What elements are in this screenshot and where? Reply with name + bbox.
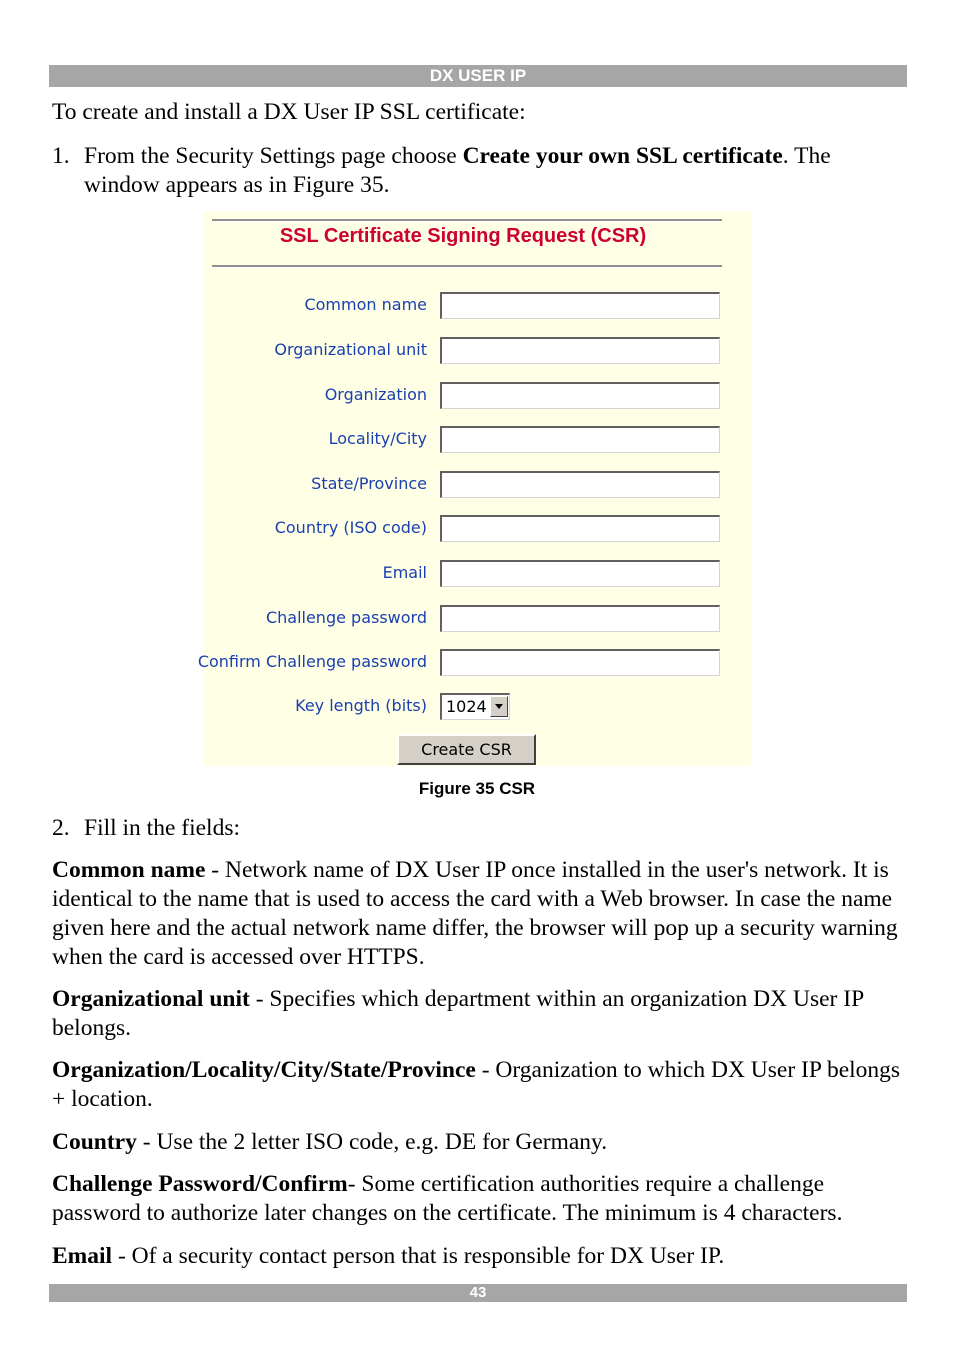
- definition-term: Common name: [52, 857, 206, 883]
- divider-bottom: [212, 265, 722, 268]
- definition-term: Country: [52, 1129, 137, 1155]
- definition-desc: - Use the 2 letter ISO code, e.g. DE for Germany.: [136, 1129, 608, 1155]
- field-row-organizational-unit: [204, 337, 751, 365]
- definition-desc: - Some certification authorities require a challenge password to authorize later changes on the certificate. The minimum is 4 characters.: [52, 1171, 843, 1226]
- country-input[interactable]: [440, 515, 720, 542]
- definition-email: [52, 1242, 907, 1271]
- step-1-pre: From the Security Settings page choose: [84, 143, 463, 169]
- intro-text: To create and install a DX User IP SSL certificate:: [52, 99, 526, 125]
- footer-bar: [49, 1284, 907, 1302]
- figure-caption: Figure 35 CSR: [418, 779, 536, 798]
- definition-term: Organizational unit: [52, 986, 250, 1012]
- header-bar: [49, 65, 907, 87]
- field-row-key-length: [204, 693, 751, 721]
- common-name-label: Common name: [304, 295, 427, 314]
- step-1-number: 1.: [52, 143, 70, 169]
- organizational-unit-input[interactable]: [440, 337, 720, 364]
- key-length-label: Key length (bits): [295, 696, 427, 715]
- organization-input[interactable]: [440, 382, 720, 409]
- field-row-country: [204, 515, 751, 543]
- create-csr-button[interactable]: Create CSR: [397, 734, 536, 765]
- divider-top: [212, 219, 722, 222]
- challenge-password-input[interactable]: [440, 605, 720, 632]
- field-row-confirm-challenge-password: [197, 649, 751, 677]
- definition-country: [52, 1128, 907, 1157]
- step-1-body: [84, 142, 907, 200]
- definition-desc: - Network name of DX User IP once installed in the user's network. It is identical to the name that is used to access the card with a Web browser. In case the name given here and the actual network name differ, the browser will pop up a security warning when the card is accessed over HTTPS.: [52, 857, 898, 970]
- field-row-state-province: [204, 471, 751, 499]
- field-row-challenge-password: [204, 605, 751, 633]
- field-row-locality-city: [204, 426, 751, 454]
- organization-label: Organization: [324, 385, 427, 404]
- confirm-challenge-password-input[interactable]: [440, 649, 720, 676]
- definition-desc: - Of a security contact person that is responsible for DX User IP.: [112, 1243, 725, 1269]
- definition-term: Challenge Password/Confirm: [52, 1171, 348, 1197]
- field-row-email: [204, 560, 751, 588]
- state-province-input[interactable]: [440, 471, 720, 498]
- definition-challenge-password: [52, 1170, 907, 1228]
- organizational-unit-label: Organizational unit: [274, 340, 427, 359]
- step-1-bold: Create your own SSL certificate: [462, 143, 783, 169]
- challenge-password-label: Challenge password: [265, 608, 427, 627]
- key-length-select[interactable]: [440, 693, 510, 720]
- csr-form-title: SSL Certificate Signing Request (CSR): [279, 225, 647, 247]
- confirm-challenge-password-label: Confirm Challenge password: [197, 652, 427, 671]
- header-title: DX USER IP: [429, 66, 527, 85]
- definition-term: Email: [52, 1243, 113, 1269]
- step-2: [52, 814, 907, 843]
- step-2-text: Fill in the fields:: [84, 815, 241, 841]
- key-length-value: 1024: [446, 697, 487, 716]
- locality-city-label: Locality/City: [328, 429, 427, 448]
- email-input[interactable]: [440, 560, 720, 587]
- state-province-label: State/Province: [311, 474, 427, 493]
- definition-desc: - Specifies which department within an organization DX User IP belongs.: [52, 986, 864, 1041]
- field-row-common-name: [204, 292, 751, 320]
- step-1-post: . The window appears as in Figure 35.: [84, 143, 831, 198]
- definition-term: Organization/Locality/City/State/Province: [52, 1057, 476, 1083]
- step-1: [52, 142, 907, 200]
- definition-organization: [52, 1056, 907, 1114]
- definition-common-name: [52, 856, 907, 972]
- definition-organizational-unit: [52, 985, 907, 1043]
- definition-desc: - Organization to which DX User IP belongs + location.: [52, 1057, 901, 1112]
- country-label: Country (ISO code): [274, 518, 427, 537]
- email-label: Email: [382, 563, 427, 582]
- page-number: 43: [469, 1284, 487, 1301]
- step-2-number: 2.: [52, 815, 70, 841]
- locality-city-input[interactable]: [440, 426, 720, 453]
- chevron-down-icon[interactable]: [490, 696, 508, 717]
- common-name-input[interactable]: [440, 292, 720, 319]
- csr-form-figure: [197, 211, 751, 766]
- field-row-organization: [204, 382, 751, 410]
